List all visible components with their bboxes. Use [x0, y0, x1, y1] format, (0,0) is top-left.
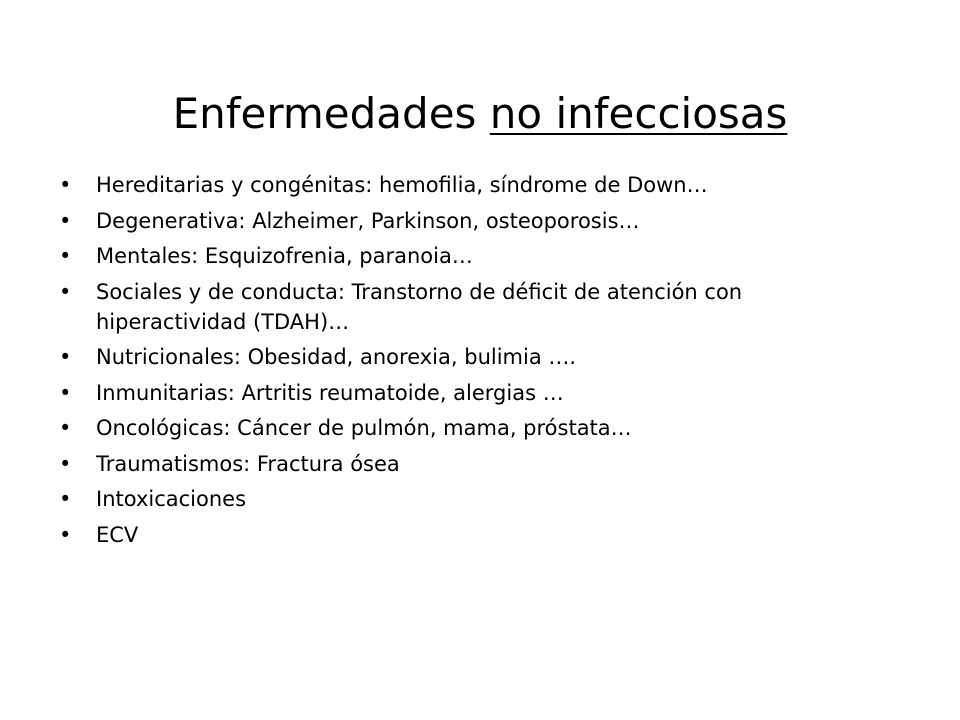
list-item: [58, 342, 898, 372]
list-item: [58, 378, 898, 408]
list-item-text: Nutricionales: Obesidad, anorexia, bulimia ….: [96, 345, 577, 369]
bullet-icon: •: [59, 173, 72, 197]
list-item-text: Mentales: Esquizofrenia, paranoia…: [96, 244, 473, 268]
list-item: [58, 206, 898, 236]
slide-title: [0, 86, 960, 142]
bullet-icon: •: [59, 345, 72, 369]
list-item: [58, 449, 898, 479]
list-item-text: Degenerativa: Alzheimer, Parkinson, osteoporosis…: [96, 208, 640, 233]
list-item: [58, 241, 898, 271]
bullet-icon: •: [59, 380, 72, 405]
list-item-text: Intoxicaciones: [96, 487, 247, 511]
list-item: [58, 520, 898, 550]
list-item-text: Oncológicas: Cáncer de pulmón, mama, próstata…: [96, 416, 632, 440]
bullet-icon: •: [59, 244, 72, 268]
list-item-text: ECV: [96, 522, 139, 547]
list-item: [58, 484, 898, 514]
bullet-icon: •: [59, 279, 72, 304]
bullet-icon: •: [59, 522, 72, 547]
bullet-icon: •: [59, 416, 72, 440]
bullet-icon: •: [59, 451, 72, 476]
list-item: [58, 170, 898, 200]
title-text-underlined: no infecciosas: [489, 89, 788, 139]
bullet-icon: •: [59, 208, 72, 233]
list-item-text: Traumatismos: Fractura ósea: [96, 451, 400, 476]
list-item: [58, 277, 898, 337]
list-item-text: Hereditarias y congénitas: hemofilia, síndrome de Down…: [96, 173, 708, 197]
list-item: [58, 413, 898, 443]
bullet-icon: •: [59, 487, 72, 511]
list-item-text: Sociales y de conducta: Transtorno de déficit de atención con hiperactividad (TDAH)…: [96, 279, 743, 334]
list-item-text: Inmunitarias: Artritis reumatoide, alergias …: [96, 380, 564, 405]
title-text-plain: Enfermedades: [172, 89, 490, 139]
disease-bullet-list: [58, 170, 898, 555]
